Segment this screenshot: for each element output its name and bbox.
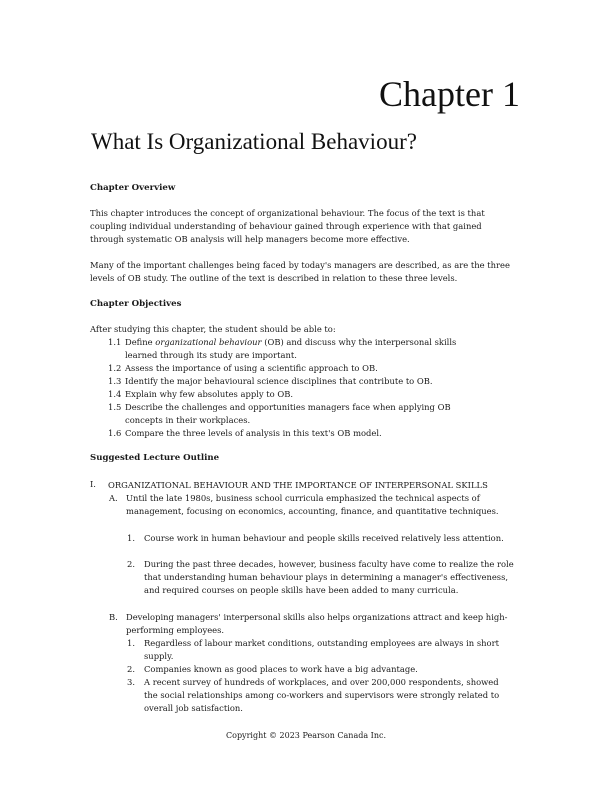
outline-point-text: Until the late 1980s, business school curricula emphasized the technical aspects of management, focusing on economics, accounting, finance, and quantitative techniques. xyxy=(126,493,499,517)
objective-continuation: learned through its study are important. xyxy=(125,350,297,360)
objective-number: 1.4 xyxy=(108,389,122,399)
objective-item xyxy=(125,336,456,348)
chapter-label: Chapter 1 xyxy=(379,74,520,114)
outline-point-text: Developing managers' interpersonal skills also helps organizations attract and keep high-performing employees. xyxy=(126,612,508,636)
outline-subpoint-number: 2. xyxy=(127,559,135,569)
outline-subpoint-number: 2. xyxy=(127,664,135,674)
objective-item: Describe the challenges and opportunities managers face when applying OB xyxy=(125,402,451,412)
objective-number: 1.5 xyxy=(108,402,122,412)
objective-number: 1.6 xyxy=(108,428,122,438)
objective-emphasis: organizational behaviour xyxy=(155,337,262,347)
outline-heading: Suggested Lecture Outline xyxy=(90,453,220,463)
objective-item: Explain why few absolutes apply to OB. xyxy=(125,389,294,399)
outline-subpoint-text: Companies known as good places to work have a big advantage. xyxy=(144,664,418,674)
objective-item: Identify the major behavioural science disciplines that contribute to OB. xyxy=(125,376,433,386)
outline-subpoint-number: 1. xyxy=(127,533,135,543)
objective-item: Compare the three levels of analysis in this text's OB model. xyxy=(125,428,382,438)
objective-continuation: concepts in their workplaces. xyxy=(125,415,251,425)
objective-number: 1.1 xyxy=(108,337,122,347)
objective-text: (OB) and discuss why the interpersonal skills xyxy=(261,337,457,347)
chapter-title: What Is Organizational Behaviour? xyxy=(91,129,417,154)
objectives-intro: After studying this chapter, the student should be able to: xyxy=(90,324,336,334)
outline-point-label: A. xyxy=(109,493,118,503)
objective-number: 1.3 xyxy=(108,376,122,386)
outline-section-number: I. xyxy=(90,479,96,489)
overview-paragraph-1: This chapter introduces the concept of organizational behaviour. The focus of the text is that coupling individual understanding of behaviour gained through experience with that gained through systematic OB analysis will help managers become more effective. xyxy=(90,208,485,245)
outline-subpoint-number: 1. xyxy=(127,638,135,648)
overview-heading: Chapter Overview xyxy=(90,183,176,193)
objective-number: 1.2 xyxy=(108,363,122,373)
overview-paragraph-2: Many of the important challenges being faced by today's managers are described, as are the three levels of OB study. The outline of the text is described in relation to these three levels. xyxy=(90,260,510,284)
outline-subpoint-text: A recent survey of hundreds of workplaces, and over 200,000 respondents, showed the social relationships among co-workers and supervisors were strongly related to overall job satisfaction. xyxy=(144,677,500,714)
outline-subpoint-text: Course work in human behaviour and people skills received relatively less attention. xyxy=(144,533,504,543)
outline-subpoint-text: During the past three decades, however, business faculty have come to realize the role that understanding human behaviour plays in determining a manager's effectiveness, and required courses on people skills have been added to many curricula. xyxy=(144,559,514,596)
copyright-footer: Copyright © 2023 Pearson Canada Inc. xyxy=(226,731,386,740)
objectives-heading: Chapter Objectives xyxy=(90,299,182,309)
outline-point-label: B. xyxy=(109,612,118,622)
outline-section-title: ORGANIZATIONAL BEHAVIOUR AND THE IMPORTANCE OF INTERPERSONAL SKILLS xyxy=(108,480,488,490)
outline-subpoint-number: 3. xyxy=(127,677,135,687)
outline-subpoint-text: Regardless of labour market conditions, outstanding employees are always in short supply. xyxy=(144,638,499,662)
objective-item: Assess the importance of using a scientific approach to OB. xyxy=(125,363,378,373)
objective-text: Define xyxy=(125,337,156,347)
